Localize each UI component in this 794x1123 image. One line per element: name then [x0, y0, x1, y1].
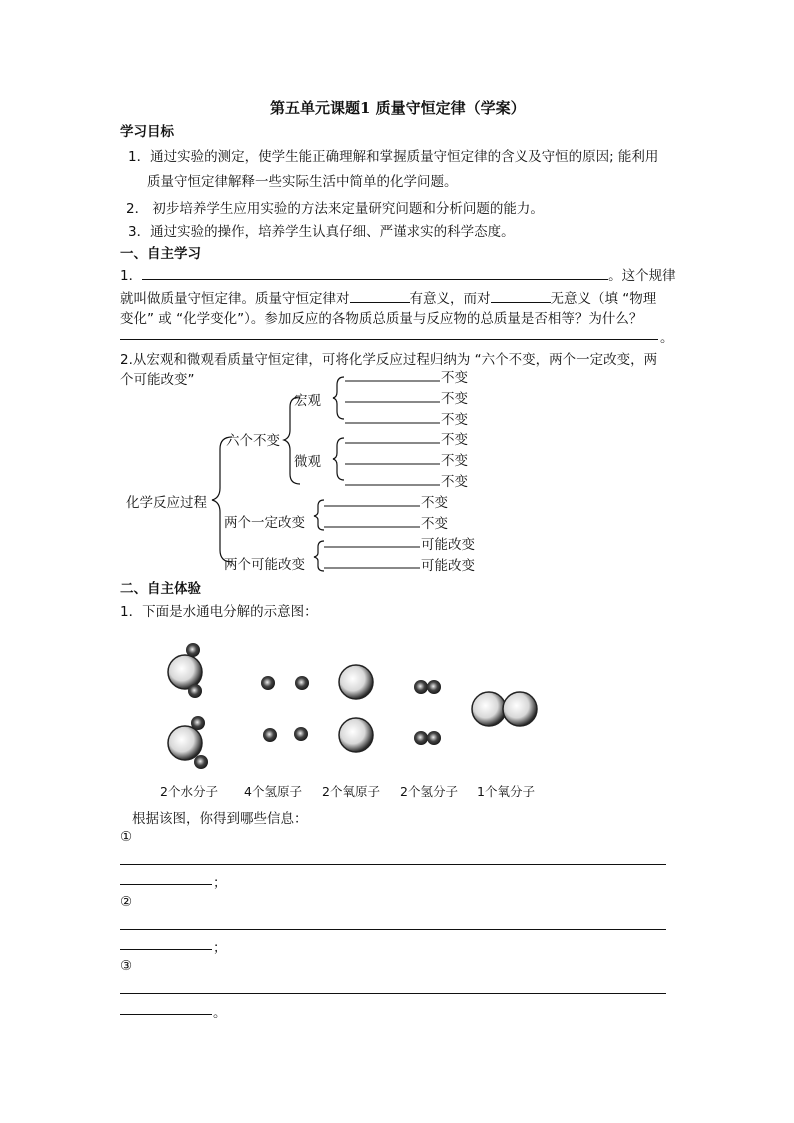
hydrogen-atom-icon: [263, 728, 277, 742]
objective-3: 3．通过实验的操作，培养学生认真仔细、严谨求实的科学态度。: [128, 224, 515, 240]
tree-root-label: 化学反应过程: [126, 495, 207, 511]
hydrogen-molecule-icon: [414, 731, 441, 745]
tree-six-label: 六个不变: [226, 433, 280, 449]
caption-water-molecules: 2个水分子: [160, 784, 218, 799]
water-molecule-icon: [168, 716, 208, 769]
section-1-heading: 一、自主学习: [120, 246, 201, 262]
possible-change-label: 可能改变: [421, 558, 475, 574]
objective-1-line-1: 1．通过实验的测定，使学生能正确理解和掌握质量守恒定律的含义及守恒的原因; 能利用: [128, 149, 659, 165]
unchanged-label: 不变: [441, 370, 468, 386]
answer-line-1a[interactable]: [120, 864, 666, 865]
answer-marker-3: ③: [120, 958, 133, 974]
unchanged-label: 不变: [441, 453, 468, 469]
caption-hydrogen-molecules: 2个氢分子: [400, 784, 458, 799]
question-1-line-3: 变化” 或 “化学变化”）。参加反应的各物质总质量与反应物的总质量是否相等？为什么？: [120, 311, 643, 327]
hydrogen-atom-icon: [294, 727, 308, 741]
answer-marker-2: ②: [120, 894, 133, 910]
answer-line-3a[interactable]: [120, 993, 666, 994]
root-brace: [212, 437, 232, 562]
answer-marker-1: ①: [120, 829, 133, 845]
answer-ending-1: ；: [213, 875, 227, 891]
oxygen-atom-icon: [339, 718, 373, 752]
unchanged-label: 不变: [421, 516, 448, 532]
question-2-line-2: 个可能改变”: [120, 372, 195, 388]
question-1-text-a: 就叫做质量守恒定律。质量守恒定律对: [120, 291, 350, 307]
macro-brace: [333, 377, 344, 419]
question-2-line-1: 2.从宏观和微观看质量守恒定律，可将化学反应过程归纳为 “六个不变，两个一定改变，两: [120, 352, 658, 368]
caption-oxygen-atoms: 2个氧原子: [322, 784, 380, 799]
objectives-heading: 学习目标: [120, 124, 174, 140]
six-brace: [284, 397, 300, 484]
possible-change-label: 可能改变: [421, 537, 475, 553]
unchanged-label: 不变: [421, 495, 448, 511]
question-1-period: 。: [660, 330, 674, 346]
water-molecule-icon: [168, 643, 202, 698]
oxygen-atom-icon: [339, 665, 373, 699]
objective-1-line-2: 质量守恒定律解释一些实际生活中简单的化学问题。: [147, 174, 458, 190]
hydrogen-atom-icon: [261, 676, 275, 690]
caption-hydrogen-atoms: 4个氢原子: [244, 784, 302, 799]
page-title: 第五单元课题1 质量守恒定律（学案）: [270, 99, 526, 117]
question-1-text-b: 有意义，而对: [409, 291, 491, 307]
unchanged-label: 不变: [441, 391, 468, 407]
hydrogen-molecule-icon: [414, 680, 441, 694]
possible-brace: [314, 541, 324, 571]
answer-line-2a[interactable]: [120, 929, 666, 930]
oxygen-molecule-icon: [472, 692, 537, 726]
unchanged-label: 不变: [441, 474, 468, 490]
tree-definite-label: 两个一定改变: [224, 515, 305, 531]
answer-line-1b[interactable]: [120, 884, 212, 885]
hydrogen-atom-icon: [295, 676, 309, 690]
tree-micro-label: 微观: [294, 454, 321, 470]
section-2-question-1: 1．下面是水通电分解的示意图：: [120, 604, 318, 620]
unchanged-label: 不变: [441, 432, 468, 448]
section-2-heading: 二、自主体验: [120, 581, 201, 597]
tree-macro-label: 宏观: [294, 393, 321, 409]
unchanged-label: 不变: [441, 412, 468, 428]
micro-brace: [333, 438, 344, 480]
definite-brace: [314, 500, 324, 530]
water-electrolysis-illustration: [150, 630, 570, 780]
answer-ending-3: 。: [213, 1005, 227, 1021]
info-prompt: 根据该图，你得到哪些信息：: [132, 811, 308, 827]
question-1-number: 1．: [120, 268, 143, 284]
tree-possible-label: 两个可能改变: [224, 557, 305, 573]
answer-ending-2: ；: [213, 940, 227, 956]
question-1-text-c: 无意义（填 “物理: [550, 291, 657, 307]
objective-2: 2． 初步培养学生应用实验的方法来定量研究问题和分析问题的能力。: [126, 201, 544, 217]
question-1-tail: 。这个规律: [608, 268, 676, 284]
caption-oxygen-molecule: 1个氧分子: [477, 784, 535, 799]
answer-line-3b[interactable]: [120, 1014, 212, 1015]
answer-line-2b[interactable]: [120, 949, 212, 950]
